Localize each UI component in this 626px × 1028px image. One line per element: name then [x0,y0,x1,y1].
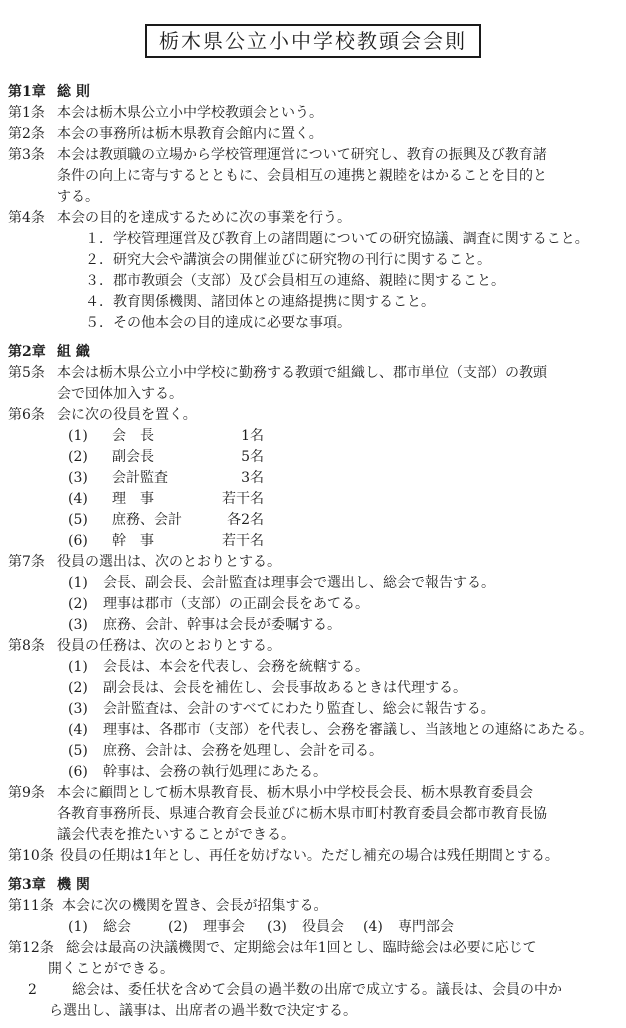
article-9-continuation [0,825,626,846]
article-number: 第7条 [8,554,45,570]
officer-row [0,510,626,531]
article-6 [0,405,626,426]
article-7 [0,552,626,573]
article-number: 第4条 [8,210,45,226]
clause-number: (3) [68,701,88,717]
officer-label: 副会長 [112,449,154,465]
article-11 [0,896,626,917]
clause-text: 理事は、各郡市（支部）を代表し、会務を審議し、当該地との連絡にあたる。 [103,722,593,738]
article-text: 役員の選出は、次のとおりとする。 [57,554,281,570]
document-body [0,82,626,1022]
clause-number: (1) [68,575,88,591]
clause-item [0,573,626,594]
article-text: 本会に顧問として栃木県教育長、栃木県小中学校長会長、栃木県教育委員会 [57,785,533,801]
officer-number: (3) [68,470,88,486]
article-text: 総会は最高の決議機関で、定期総会は年1回とし、臨時総会は必要に応じて [66,940,537,956]
article-10 [0,846,626,867]
chapter-2-heading [0,342,626,363]
article-number: 第11条 [8,898,54,914]
clause-text: 副会長は、会長を補佐し、会長事故あるときは代理する。 [103,680,467,696]
clause-number: (2) [68,596,88,612]
section-spacer [0,334,626,342]
list-item-text: １．学校管理運営及び教育上の諸問題についての研究協議、調査に関すること。 [85,231,589,247]
clause-item [0,615,626,636]
organ-number: (2) [168,919,188,935]
article-text: 本会は教頭職の立場から学校管理運営について研究し、教育の振興及び教育諸 [57,147,547,163]
list-item-text: ２．研究大会や講演会の開催並びに研究物の刊行に関すること。 [85,252,491,268]
clause-item [0,762,626,783]
article-text: 会で団体加入する。 [57,386,183,402]
article-8 [0,636,626,657]
officer-count: 若干名 [222,491,264,507]
article-12-paragraph-2 [0,980,626,1001]
article-number: 第12条 [8,940,54,956]
article-text: 開くことができる。 [48,961,174,977]
article-text: 役員の任期は1年とし、再任を妨げない。ただし補充の場合は残任期間とする。 [60,848,559,864]
officer-count: 各2名 [227,512,264,528]
officer-label: 会 長 [112,428,154,444]
article-number: 第2条 [8,126,45,142]
officer-row [0,468,626,489]
clause-item [0,657,626,678]
article-number: 第3条 [8,147,45,163]
article-number: 第6条 [8,407,45,423]
organ-list-row [0,917,626,938]
article-number: 第8条 [8,638,45,654]
article-text: 条件の向上に寄与するとともに、会員相互の連携と親睦をはかることを目的と [57,168,547,184]
article-text: 各教育事務所長、県連合教育会長並びに栃木県市町村教育委員会都市教育長協 [57,806,547,822]
list-item-text: ３．郡市教頭会（支部）及び会員相互の連絡、親睦に関すること。 [85,273,505,289]
article-text: する。 [57,189,99,205]
article-number: 第1条 [8,105,45,121]
clause-text: 会長、副会長、会計監査は理事会で選出し、総会で報告する。 [103,575,495,591]
organ-number: (3) [267,919,287,935]
organ-label: 理事会 [203,919,245,935]
article-text: 本会は栃木県公立小中学校教頭会という。 [57,105,323,121]
officer-number: (2) [68,449,88,465]
paragraph-number: 2 [28,982,37,998]
officer-label: 会計監査 [112,470,168,486]
clause-item [0,678,626,699]
officer-label: 理 事 [112,491,154,507]
clause-number: (5) [68,743,88,759]
article-4 [0,208,626,229]
article-12-paragraph-2-continuation [0,1001,626,1022]
officer-number: (6) [68,533,88,549]
clause-number: (4) [68,722,88,738]
list-item [0,250,626,271]
officer-count: 1名 [241,428,264,444]
section-spacer [0,867,626,875]
article-3-continuation [0,187,626,208]
officer-number: (5) [68,512,88,528]
organ-label: 役員会 [302,919,344,935]
article-text: 本会の目的を達成するために次の事業を行う。 [57,210,351,226]
clause-number: (2) [68,680,88,696]
officer-row [0,489,626,510]
article-text: 会に次の役員を置く。 [57,407,197,423]
officer-row [0,531,626,552]
chapter-title: 組 織 [57,344,90,360]
chapter-title: 機 関 [57,877,90,893]
officer-label: 幹 事 [112,533,154,549]
clause-number: (3) [68,617,88,633]
clause-item [0,699,626,720]
officer-count: 5名 [241,449,264,465]
article-2 [0,124,626,145]
article-9 [0,783,626,804]
list-item [0,313,626,334]
article-text: 役員の任務は、次のとおりとする。 [57,638,281,654]
list-item-text: ５．その他本会の目的達成に必要な事項。 [85,315,351,331]
article-number: 第5条 [8,365,45,381]
organ-label: 専門部会 [398,919,454,935]
officer-count: 3名 [241,470,264,486]
article-text: 本会は栃木県公立小中学校に勤務する教頭で組織し、郡市単位（支部）の教頭 [57,365,547,381]
article-12-continuation [0,959,626,980]
chapter-number: 第3章 [8,877,46,893]
chapter-title: 総 則 [57,84,90,100]
article-number: 第10条 [8,848,54,864]
clause-item [0,594,626,615]
officer-number: (1) [68,428,88,444]
organ-number: (1) [68,919,88,935]
clause-text: 幹事は、会務の執行処理にあたる。 [103,764,327,780]
officer-count: 若干名 [222,533,264,549]
chapter-1-heading [0,82,626,103]
document-title: 栃木県公立小中学校教頭会会則 [145,24,481,58]
organ-number: (4) [363,919,383,935]
article-3-continuation [0,166,626,187]
list-item [0,229,626,250]
clause-text: 庶務、会計、幹事は会長が委嘱する。 [103,617,341,633]
list-item-text: ４．教育関係機関、諸団体との連絡提携に関すること。 [85,294,435,310]
clause-number: (1) [68,659,88,675]
clause-text: 理事は郡市（支部）の正副会長をあてる。 [103,596,369,612]
clause-item [0,741,626,762]
chapter-number: 第2章 [8,344,46,360]
paragraph-text: 総会は、委任状を含めて会員の過半数の出席で成立する。議長は、会員の中か [72,982,562,998]
list-item [0,271,626,292]
chapter-3-heading [0,875,626,896]
officer-number: (4) [68,491,88,507]
officer-row [0,426,626,447]
article-12 [0,938,626,959]
clause-text: 会長は、本会を代表し、会務を統轄する。 [103,659,369,675]
clause-item [0,720,626,741]
article-text: 本会に次の機関を置き、会長が招集する。 [62,898,328,914]
article-3 [0,145,626,166]
officer-row [0,447,626,468]
article-5-continuation [0,384,626,405]
article-number: 第9条 [8,785,45,801]
paragraph-text: ら選出し、議事は、出席者の過半数で決定する。 [49,1003,357,1019]
article-text: 議会代表を推たいすることができる。 [57,827,295,843]
clause-text: 庶務、会計は、会務を処理し、会計を司る。 [103,743,383,759]
chapter-number: 第1章 [8,84,46,100]
title-row [0,24,626,58]
officer-label: 庶務、会計 [112,512,182,528]
organ-label: 総会 [103,919,131,935]
clause-number: (6) [68,764,88,780]
article-text: 本会の事務所は栃木県教育会館内に置く。 [57,126,323,142]
article-5 [0,363,626,384]
clause-text: 会計監査は、会計のすべてにわたり監査し、総会に報告する。 [103,701,495,717]
article-1 [0,103,626,124]
article-9-continuation [0,804,626,825]
list-item [0,292,626,313]
